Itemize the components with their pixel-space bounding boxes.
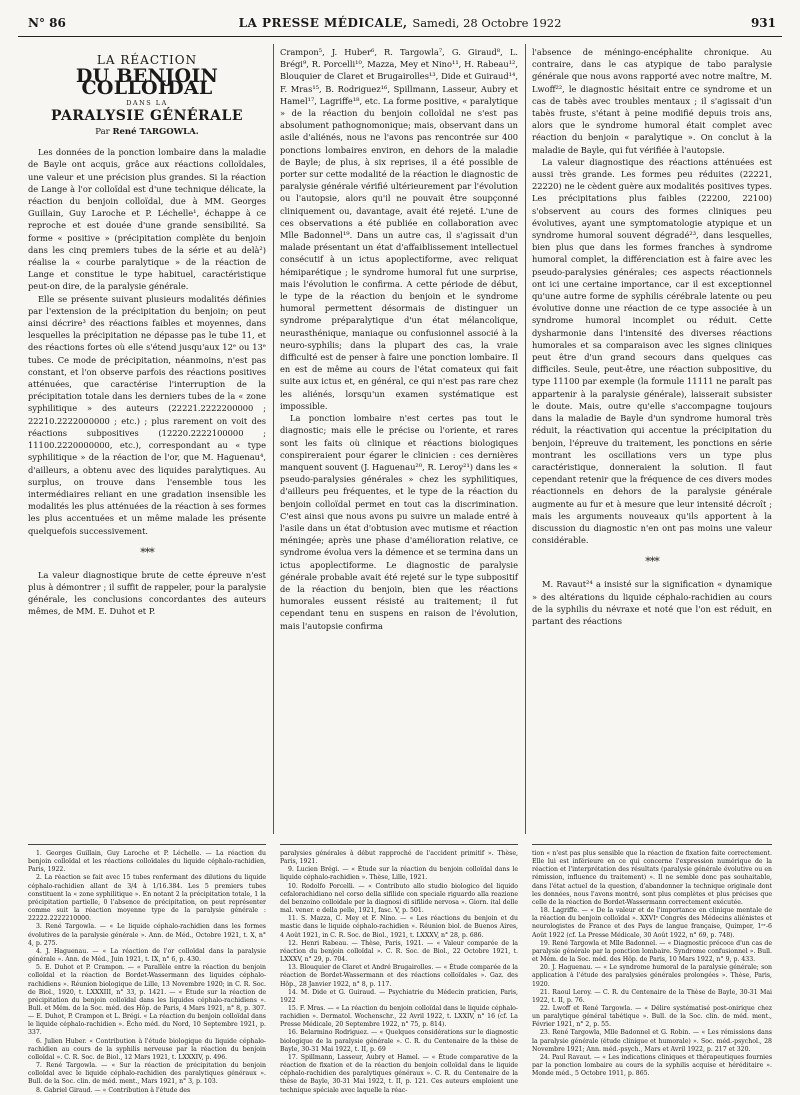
footnote: 1. Georges Guillain, Guy Laroche et P. Léchelle. — La réaction du benjoin colloïdal et les réactions colloïdales du liquide céphalo-rachidien, Paris, 1922. — [28, 850, 266, 874]
article-title-block — [28, 54, 266, 138]
author-name: René TARGOWLA. — [112, 127, 199, 138]
column-divider — [525, 44, 526, 834]
paragraph: La valeur diagnostique brute de cette épreuve n'est plus à démontrer ; il suffit de rappeler, pour la paralysie générale, les conclusions concordantes des auteurs mêmes, de MM. E. Duhot et P. — [28, 569, 266, 617]
title-line-2: DU BENJOIN COLLOIDAL — [75, 65, 219, 100]
footnote: 8. Gabriel Giraud. — « Contribution à l'étude des — [36, 1086, 191, 1094]
footnote: 9. Lucien Brégi. — « Étude sur la réaction du benjoin colloïdal dans le liquide céphalo-rachidien ». Thèse, Lille, 1921. — [280, 866, 518, 882]
footnote: 4. J. Haguenau. — « La réaction de l'or colloïdal dans la paralysie générale ». Ann. de Méd., Juin 1921, t. IX, n° 6, p. 430. — [28, 947, 266, 964]
title-line-3: DANS LA — [126, 98, 168, 107]
footnote: 6. Julien Huber. « Contribution à l'étude biologique du liquide céphalo-rachidien au cours de la syphilis nerveuse par la réaction du benjoin colloïdal ». C. R. Soc. de Biol., 12 Mars 1921, t. LXXXIV, p. 496. — [28, 1037, 266, 1061]
issue-date: Samedi, 28 Octobre 1922 — [412, 16, 562, 30]
footnote: paralysies générales à début rapproché de l'accident primitif ». Thèse, Paris, 1921. — [280, 850, 518, 866]
paragraph: La valeur diagnostique des réactions atténuées est aussi très grande. Les formes peu réduites (22221, 22220) ne le cèdent guère aux modalités positives types. Les précipitations plus faibles (22200, 22100) s'observent au cours des formes cliniques peu évolutives, ayant une symptomatologie atypique et un syndrome humoral souvent dégradé²³, dans lesquelles, bien plus que dans les formes franches à syndrome humoral complet, la différenciation est à faire avec les pseudo-paralysies générales; ces aspects réactionnels ont ici une certaine importance, car il est exceptionnel qu'une autre forme de syphilis cérébrale latente ou peu évolutive donne une réaction de ce type associée à un syndrome humoral incomplet ou réduit. Cette dysharmonie dans l'intensité des diverses réactions humorales et sa comparaison avec les signes cliniques peut être d'un grand secours dans quelques cas difficiles. Seule, peut-être, une réaction subpositive, du type 11100 par exemple (la formule 11111 ne paraît pas appartenir à la paralysie générale), laisserait subsister le doute. Mais, outre qu'elle s'accompagne toujours dans la maladie de Bayle d'un syndrome humoral très réduit, la réactivation qui accentue la précipitation du benjoin, l'épreuve du traitement, les ponctions en série montrant les oscillations vers un type plus caractéristique, donneraient la solution. Il faut cependant retenir que la fréquence de ces divers modes réactionnels en dehors de la paralysie générale augmente au fur et à mesure que leur intensité décroît ; mais les arguments nouveaux qu'ils apportent à la discussion du diagnostic n'en ont pas moins une valeur considérable. — [532, 156, 772, 546]
running-header — [18, 14, 782, 36]
paragraph: Crampon⁵, J. Huber⁶, R. Targowla⁷, G. Giraud⁸, L. Brégi⁹, R. Porcelli¹⁰, Mazza, Mey et Nino¹¹, H. Rabeau¹², Blouquier de Claret et Brugairolles¹³, Dide et Guiraud¹⁴, F. Mras¹⁵, B. Rodriguez¹⁶, Spillmann, Lasseur, Aubry et Hamel¹⁷, Lagriffe¹⁸, etc. La forme positive, « paralytique » de la réaction du benjoin colloïdal ne s'est pas absolument pathognomonique; mais, observant dans un asile d'aliénés, nous ne l'avons pas rencontrée sur 400 ponctions lombaires environ, en dehors de la maladie de Bayle; de plus, à six reprises, il a été possible de porter sur cette modalité de la réaction le diagnostic de paralysie générale vérifié ultérieurement par l'évolution ou l'autopsie, alors qu'il ne pouvait être soupçonné cliniquement ou, davantage, avait été rejeté. L'une de ces observations a été publiée en collaboration avec Mlle Badonnel¹⁹. Dans un autre cas, il s'agissait d'un malade présentant un état d'affaiblissement intellectuel consécutif à un ictus apoplectiforme, avec reliquat hémiparétique ; le syndrome humoral fut une surprise, mais l'évolution le confirma. A cette période de début, le type de la réaction du benjoin et le syndrome humoral permettent désormais de distinguer un syndrome préparalytique d'un état mélancolique, neurasthénique, maniaque ou confusionnel associé à la neuro-syphilis; dans la plupart des cas, la vraie difficulté est de penser à faire une ponction lombaire. Il en est de même au cours de l'état comateux qui fait suite aux ictus et, en général, ce qui n'est pas rare chez les aliénés, lorsqu'un examen systématique est impossible. — [280, 47, 518, 411]
footnotes-column-1 — [28, 850, 266, 1094]
article-column-1 — [28, 50, 266, 840]
footnote: 2. La réaction se fait avec 15 tubes renfermant des dilutions du liquide céphalo-rachidien allant de 3/4 à 1/16.384. Les 5 premiers tubes constituent la « zone syphilitique ». En notant 2 la précipitation totale, 1 la précipitation partielle, 0 l'absence de précipitation, on peut représenter comme suit la réaction moyenne type de la paralysie générale : 22222.2222210000. — [28, 874, 266, 923]
footnote: 20. J. Haguenau. — « Le syndrome humoral de la paralysie générale; son application à l'étude des paralysies générales prolongées ». Thèse, Paris, 1920. — [532, 964, 772, 988]
paragraph: l'absence de méningo-encéphalite chronique. Au contraire, dans le cas atypique de tabo paralysie générale que nous avons rapporté avec notre maître, M. Lwoff²², le diagnostic hésitait entre ce syndrome et un cas de tabès avec troubles mentaux ; il s'agissait d'un tabès fruste, s'étant à peine modifié depuis trois ans, alors que le syndrome humoral était complet avec réaction du benjoin « paralytique ». On conclut à la maladie de Bayle, qui fut vérifiée à l'autopsie. — [532, 47, 772, 155]
title-line-1: LA RÉACTION — [96, 53, 198, 67]
footnote: 7. René Targowla. — « Sur la réaction de précipitation du benjoin colloïdal avec le liquide céphalo-rachidien des paralytiques généraux ». Bull. de la Soc. clin. de méd. ment., Mars 1921, n° 3, p. 103. — [28, 1062, 266, 1086]
footnote-rule — [28, 844, 266, 845]
issue-number: N° 86 — [28, 16, 66, 30]
section-asterism: *** — [140, 545, 154, 559]
footnote: 10. Rodolfo Porcelli. — « Contributo allo studio biologico del liquido cefalorachidiano nel corso della sifilide con speciale riguardo alla reazione del benzoino colloidale per la diagnosi di sifilide nervosa ». Giorn. ital delle mal. vener. e della pelle, 1921, fasc. V, p. 501. — [280, 882, 518, 915]
footnote: 11. S. Mazza, C. Mey et F. Nino. — « Les réactions du benjoin et du mastic dans le liquide céphalo-rachidien ». Réunion biol. de Buenos Aires, 4 Août 1921, in C. R. Soc. de Biol., 1921, t. LXXXV, n° 28, p. 686. — [280, 915, 518, 939]
article-column-2 — [280, 46, 518, 838]
article-author — [28, 126, 266, 138]
paragraph: Les données de la ponction lombaire dans la maladie de Bayle ont acquis, grâce aux réactions colloïdales, une valeur et une précision plus grandes. Si la réaction de Lange à l'or colloïdal est d'une technique délicate, la réaction du benjoin colloïdal, due à MM. Georges Guillain, Guy Laroche et P. Léchelle¹, échappe à ce reproche et est douée d'une grande sensibilité. Sa forme « positive » (précipitation complète du benjoin dans les cinq premiers tubes de la série et au delà²) réalise la « courbe paralytique » de la réaction de Lange et constitue le type habituel, caractéristique peut-on dire, de la paralysie générale. — [28, 147, 266, 292]
footnote: 24. Paul Ravaut. — « Les indications cliniques et thérapeutiques fournies par la ponction lombaire au cours de la syphilis acquise et héréditaire ». Monde méd., 5 Octobre 1911, p. 865. — [532, 1053, 772, 1078]
journal-page — [18, 0, 782, 1094]
paragraph: M. Ravaut²⁴ a insisté sur la signification « dynamique » des altérations du liquide céphalo-rachidien au cours de la syphilis du névraxe et noté que l'on est réduit, en partant des réactions — [532, 579, 772, 626]
article-column-3 — [532, 46, 772, 838]
footnotes-column-3 — [532, 850, 772, 1078]
footnote: 17. Spillmann, Lasseur, Aubry et Hamel. — « Étude comparative de la réaction de fixation et de la réaction du benjoin colloïdal dans le liquide céphalo-rachidien des paralytiques généraux ». C. R. du Centenaire de la thèse de Bayle, 30-31 Mai 1922, t. II, p. 121. Ces auteurs emploient une technique spéciale avec laquelle la réac- — [280, 1053, 518, 1094]
footnote: 21. Raoul Leroy. — C. R. du Centenaire de la Thèse de Bayle, 30-31 Mai 1922, t. II, p. 76. — [532, 988, 772, 1004]
footnote: 18. Lagriffe. — « De la valeur et de l'importance en clinique mentale de la réaction du benjoin colloïdal ». XXVIᵉ Congrès des Médecins aliénistes et neurologistes de France et des Pays de langue française, Quimper, 1ᵉʳ-6 Août 1922 (cf. La Presse Médicale, 30 Août 1922, n° 69, p. 748). — [532, 907, 772, 939]
title-line-4: PARALYSIE GÉNÉRALE — [50, 107, 244, 124]
footnote: tion « n'est pas plus sensible que la réaction de fixation faite correctement. Elle lui est inférieure en ce qui concerne l'expression numérique de la réaction et l'interprétation des résultats (paralysie générale évolutive ou en rémission, influence du traitement) ». Il ne semble donc pas souhaitable, dans l'état actuel de la question, d'abandonner la technique originale dont les données, nous l'avons montré, sont plus complètes et plus précises que celle de la réaction de Bordet-Wassermann correctement exécutée. — [532, 850, 772, 906]
footnote: 14. M. Dide et G. Guiraud. — Psychiatrie du Médecin praticien, Paris, 1922 — [280, 988, 518, 1004]
author-prefix: Par — [95, 127, 110, 138]
section-asterism: *** — [645, 555, 659, 569]
footnote-rule — [280, 844, 518, 845]
footnote: 16. Belarmino Rodriguez. — « Quelques considérations sur le diagnostic biologique de la paralysie générale ». C. R. du Centenaire de la thèse de Bayle, 30-31 Mai 1922, t. II, p. 69 — [280, 1029, 518, 1053]
footnote: 13. Blouquier de Claret et André Brugairolles. — « Étude comparée de la réaction de Bordet-Wassermann et des réactions colloïdales ». Gaz. des Hôp., 28 Janvier 1922, n° 8, p. 117. — [280, 964, 518, 988]
paragraph: Elle se présente suivant plusieurs modalités définies par l'extension de la précipitation du benjoin; on peut ainsi décrire³ des réactions faibles et moyennes, dans lesquelles la précipitation ne dépasse pas le tube 11, et des réactions fortes où elle s'étend jusqu'aux 12ᵉ ou 13ᵉ tubes. Ce mode de précipitation, néanmoins, n'est pas constant, et l'on observe parfois des réactions positives atténuées, que caractérise l'interruption de la précipitation totale dans les derniers tubes de la « zone syphilitique » des auteurs (22221.2222200000 ; 22210.2222000000 ; etc.) ; plus rarement on voit des réactions subpositives (12220.2222100000 ; 11100.2220000000, etc.), correspondant au « type syphilitique » de la réaction de l'or, que M. Haguenau⁴, d'ailleurs, a obtenu avec des liquides paralytiques. Au surplus, on trouve dans l'ensemble tous les intermédiaires reliant en une gradation insensible les modalités les plus atténuées de la réaction à ses formes les plus accentuées et un même malade les présente quelquefois successivement. — [28, 293, 266, 536]
footnote: 23. René Targowla, Mlle Badonnel et G. Robin. — « Les rémissions dans la paralysie générale (étude clinique et humorale) ». Soc. méd.-psychol., 28 Novembre 1921; Ann. méd.-psych., Mars et Avril 1922, p. 217 et 320. — [532, 1029, 772, 1053]
footnote: 5. E. Duhot et P. Crampon. — « Parallèle entre la réaction du benjoin colloïdal et la réaction de Bordet-Wassermann des liquides céphalo-rachidiens ». Réunion biologique de Lille, 13 Novembre 1920; in C. R. Soc. de Biol., 1920, t. LXXXIII, n° 33, p. 1421. — « Étude sur la réaction de précipitation du benjoin colloïdal dans les liquides céphalo-rachidiens ». Bull. et Mém. de la Soc. méd. des Hôp. de Paris, 4 Mars 1921, n° 8, p. 307. — E. Duhot, P. Crampon et L. Brégi. « La réaction du benjoin colloïdal dans le liquide céphalo-rachidien ». Écho méd. du Nord, 10 Septembre 1921, p. 337. — [28, 964, 266, 1037]
footnote-rule — [532, 844, 772, 845]
footnote: 22. Lwoff et René Targowla. — « Délire systématisé post-onirique chez un paralytique général tabétique ». Bull. de la Soc. clin. de méd. ment., Février 1921, n° 2, p. 55. — [532, 1004, 772, 1029]
journal-name: LA PRESSE MÉDICALE, — [238, 16, 408, 30]
footnote: 12. Henri Rabeau. — Thèse, Paris, 1921. — « Valeur comparée de la réaction du benjoin colloïdal ». C. R. Soc. de Biol., 22 Octobre 1921, t. LXXXV, n° 29, p. 704. — [280, 939, 518, 964]
paragraph: La ponction lombaire n'est certes pas tout le diagnostic; mais elle le précise ou l'oriente, et rares sont les faits où clinique et réactions biologiques conspireraient pour égarer le clinicien : ces dernières manquent souvent (J. Haguenau²⁰, R. Leroy²¹) dans les « pseudo-paralysies générales » chez les syphilitiques, d'ailleurs peu fréquentes, et le type de la réaction du benjoin colloïdal permet en tout cas la discrimination. C'est ainsi que nous avons pu suivre un malade entré à l'asile dans un état d'obtusion avec mutisme et réaction méningée; après une phase d'amélioration relative, ce syndrome évolua vers la démence et se termina dans un ictus apoplectiforme. Le diagnostic de paralysie générale probable avait été rejeté sur le type subpositif de la réaction du benjoin, bien que les réactions humorales eussent résisté au traitement; il fut cependant tenu en suspens en raison de l'évolution, mais l'autopsie confirma — [280, 413, 518, 631]
footnote: 15. F. Mras. — « La réaction du benjoin colloïdal dans le liquide céphalo-rachidien ». Dermatol. Wochenschr., 22 Avril 1922, t. LXXIV, n° 16 (cf. La Presse Médicale, 20 Septembre 1922, n° 75, p. 814). — [280, 1004, 518, 1029]
footnote: 19. René Targowla et Mlle Badonnel. — « Diagnostic précoce d'un cas de paralysie générale par la ponction lombaire. Syndrome confusionnel ». Bull. et Mém. de la Soc. méd. des Hôp. de Paris, 10 Mars 1922, n° 9, p. 433. — [532, 939, 772, 964]
footnotes-column-2 — [280, 850, 518, 1094]
header-rule — [18, 36, 782, 37]
footnote: 3. René Targowla. — « Le liquide céphalo-rachidien dans les formes évolutives de la paralysie générale ». Ann. de Méd., Octobre 1921, t. X, n° 4, p. 275. — [28, 923, 266, 947]
column-divider — [273, 44, 274, 834]
page-number: 931 — [750, 16, 776, 30]
